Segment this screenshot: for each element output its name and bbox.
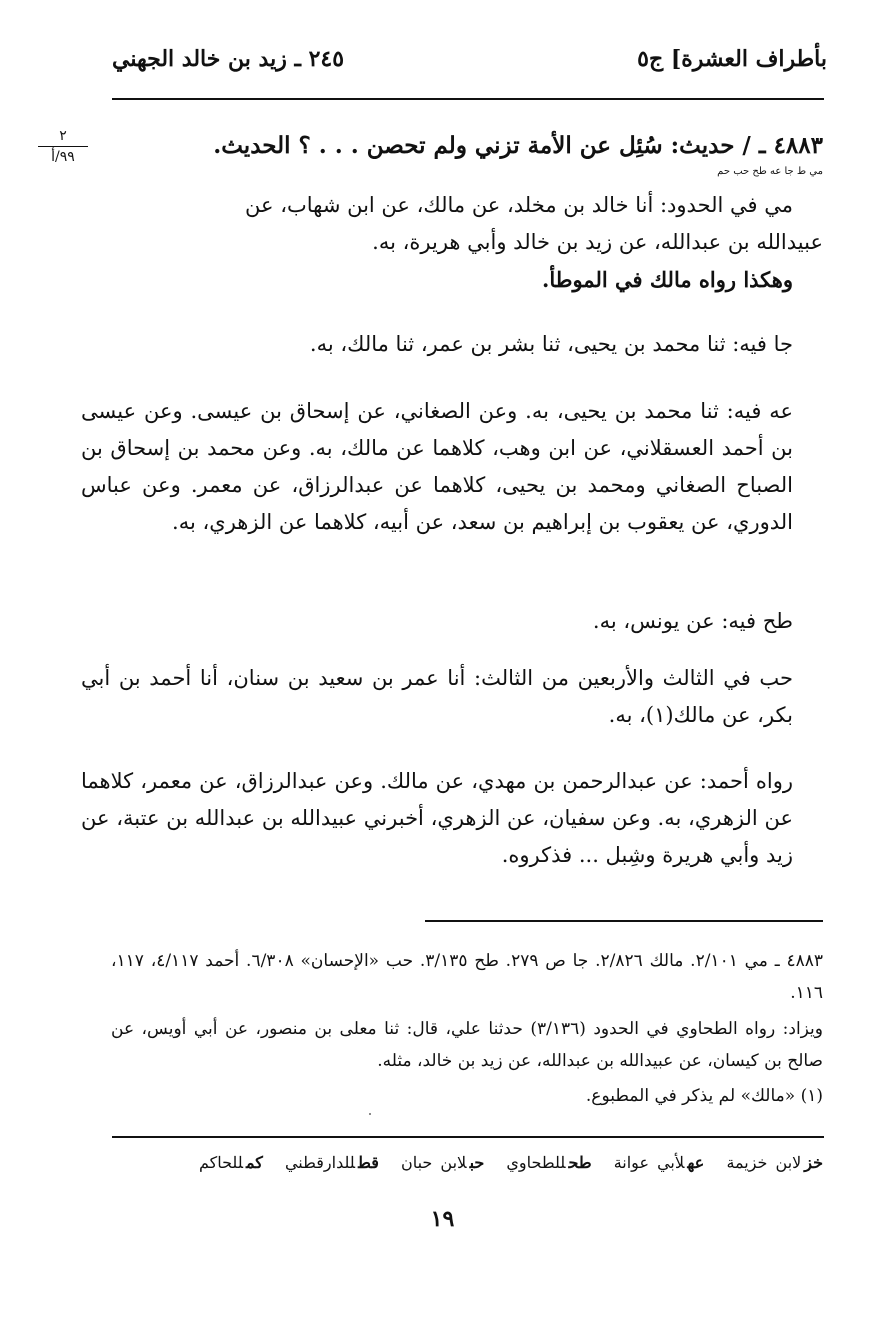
paragraph-th: طح فيه: عن يونس، به. (592, 609, 793, 633)
sigla-line: مي ط جا عه طح حب حم (717, 166, 823, 177)
paragraph-line: عبيدالله بن عبدالله، عن زيد بن خالد وأبي هريرة، به. (372, 230, 823, 254)
paragraph-line: وهكذا رواه مالك في الموطأ. (542, 267, 793, 292)
header-rule (112, 98, 824, 100)
specks (369, 1113, 371, 1115)
paragraph-hb: حب في الثالث والأربعين من الثالث: أنا عمر بن سعيد بن سنان، أنا أحمد بن أبي بكر، عن مالك(١)، به. (81, 666, 793, 727)
paragraph-ah: عه فيه: ثنا محمد بن يحيى، به. وعن الصغاني، عن إسحاق بن عيسى. وعن عيسى بن أحمد العسقلاني، عن ابن وهب، كلاهما عن مالك، به. وعن محمد بن إسحاق بن الصباح الصغاني ومحمد بن يحيى، كلاهما عن عبدالرزاق، عن معمر. وعن عباس الدوري، عن يعقوب بن إبراهيم بن سعد، عن أبيه، كلاهما عن الزهري، به. (81, 399, 793, 534)
paragraph-mi (111, 187, 823, 298)
footnote-addition: ويزاد: رواه الطحاوي في الحدود (٣/١٣٦) حدثنا علي، قال: ثنا معلى بن منصور، عن أبي أويس، عن صالح بن كيسان، عن عبيدالله بن عبدالله، عن زيد بن خالد، مثله. (111, 1019, 823, 1071)
margin-divider (38, 146, 88, 147)
legend-item: طحللطحاوي (506, 1153, 592, 1172)
abbreviation-legend (111, 1153, 823, 1172)
legend-item: خزلابن خزيمة (726, 1153, 823, 1172)
footnote-references: ٤٨٨٣ ـ مي ٢/١٠١. مالك ٢/٨٢٦. جا ص ٢٧٩. طح ٣/١٣٥. حب «الإحسان» ٦/٣٠٨. أحمد ٤/١١٧، ١١٧، ١١٦. (111, 951, 824, 1003)
running-header-chapter: ٢٤٥ ـ زيد بن خالد الجهني (112, 46, 345, 72)
page-number: ١٩ (430, 1206, 455, 1232)
legend-item: كمللحاكم (198, 1153, 263, 1172)
legend-item: قطللدارقطني (284, 1153, 379, 1172)
footnote-1: (١) «مالك» لم يذكر في المطبوع. (585, 1086, 823, 1106)
paragraph-ja: جا فيه: ثنا محمد بن يحيى، ثنا بشر بن عمر، ثنا مالك، به. (309, 332, 793, 356)
hadith-title: ٤٨٨٣ ـ / حديث: سُئِل عن الأمة تزني ولم تحصن . . . ؟ الحديث. (213, 132, 823, 159)
paragraph-line: مي في الحدود: أنا خالد بن مخلد، عن مالك، عن ابن شهاب، عن (245, 193, 793, 217)
legend-item: عهلأبي عوانة (613, 1153, 705, 1172)
legend-item: حبلابن حبان (400, 1153, 485, 1172)
paragraph-ahmad: رواه أحمد: عن عبدالرحمن بن مهدي، عن مالك. وعن عبدالرزاق، عن معمر، كلاهما عن الزهري، به. وعن سفيان، عن الزهري، أخبرني عبيدالله بن عبدالله بن عتبة، عن زيد وأبي هريرة وشِبل ... فذكروه. (81, 769, 793, 867)
legend-rule (112, 1136, 824, 1138)
margin-volume: ٢ (59, 128, 67, 144)
margin-folio: ٩٩/أ (51, 149, 75, 165)
running-header-book: بأطراف العشرة] ج٥ (637, 46, 827, 72)
footnote-separator (425, 920, 823, 922)
margin-reference (38, 128, 88, 165)
